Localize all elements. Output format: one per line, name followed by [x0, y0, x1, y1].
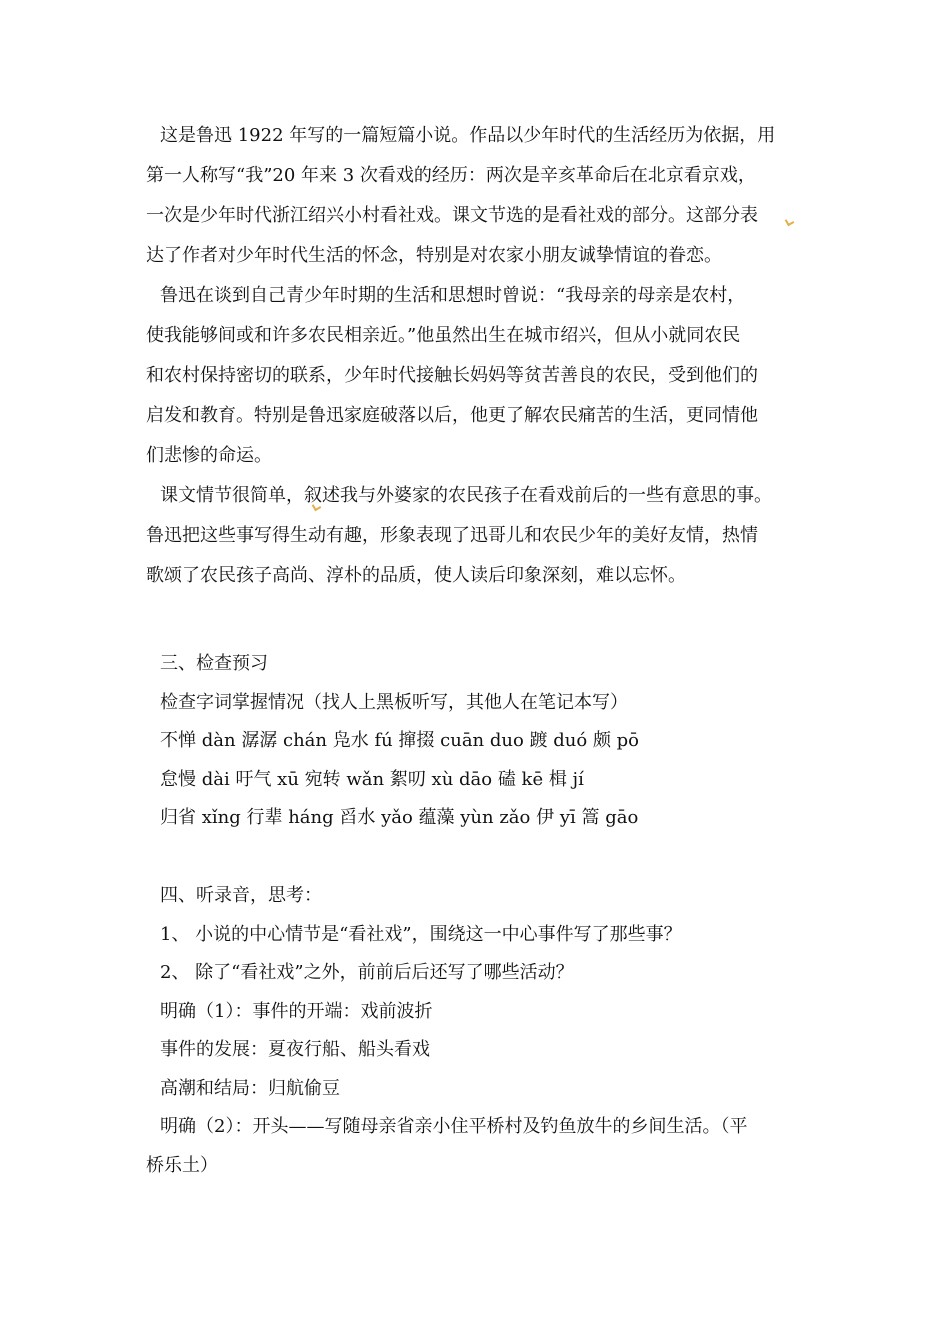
- instruction-line: 检查字词掌握情况（找人上黑板听写，其他人在笔记本写）: [160, 691, 628, 713]
- text-line: 启发和教育。特别是鲁迅家庭破落以后，他更了解农民痛苦的生活，更同情他: [146, 405, 758, 426]
- text-line: 鲁迅在谈到自己青少年时期的生活和思想时曾说：“我母亲的母亲是农村，: [160, 285, 746, 306]
- vocab-line: 归省 xǐng 行辈 háng 舀水 yǎo 蕴藻 yùn zǎo 伊 yī 篙 gāo: [160, 807, 639, 828]
- section-listen-think: [146, 877, 826, 1185]
- intro-paragraph-3: [146, 476, 826, 596]
- intro-paragraph-2: [146, 276, 826, 476]
- answer-line: 桥乐土）: [146, 1154, 218, 1176]
- intro-text: [146, 116, 826, 596]
- question-line: 1、 小说的中心情节是“看社戏”，围绕这一中心事件写了那些事？: [160, 923, 682, 945]
- text-line: 和农村保持密切的联系，少年时代接触长妈妈等贫苦善良的农民，受到他们的: [146, 365, 758, 386]
- vocab-line: 怠慢 dài 吁气 xū 宛转 wǎn 絮叨 xù dāo 磕 kē 楫 jí: [160, 768, 584, 790]
- text-line: 歌颂了农民孩子高尚、淳朴的品质，使人读后印象深刻，难以忘怀。: [146, 565, 686, 586]
- text-line: 第一人称写“我”20 年来 3 次看戏的经历：两次是辛亥革命后在北京看京戏，: [146, 165, 756, 186]
- answer-line: 高潮和结局：归航偷豆: [160, 1077, 340, 1099]
- section-heading: 四、听录音，思考：: [160, 885, 322, 906]
- text-line: 这是鲁迅 1922 年写的一篇短篇小说。作品以少年时代的生活经历为依据，用: [160, 125, 776, 146]
- text-line: 鲁迅把这些事写得生动有趣，形象表现了迅哥儿和农民少年的美好友情，热情: [146, 525, 758, 546]
- text-line: 们悲惨的命运。: [146, 445, 272, 466]
- section-check-preview: [146, 645, 826, 838]
- answer-line: 明确（2）：开头——写随母亲省亲小住平桥村及钓鱼放牛的乡间生活。（平: [160, 1116, 748, 1137]
- vocab-line: 不惮 dàn 潺潺 chán 凫水 fú 撺掇 cuān duo 踱 duó 颇 pō: [160, 730, 640, 751]
- answer-line: 明确（1）：事件的开端：戏前波折: [160, 1000, 433, 1022]
- text-line: 一次是少年时代浙江绍兴小村看社戏。课文节选的是看社戏的部分。这部分表: [146, 205, 758, 226]
- text-line: 使我能够间或和许多农民相亲近。”他虽然出生在城市绍兴，但从小就同农民: [146, 325, 741, 346]
- intro-paragraph-1: [146, 116, 826, 276]
- text-line: 课文情节很简单，叙述我与外婆家的农民孩子在看戏前后的一些有意思的事。: [160, 485, 772, 506]
- section-heading: 三、检查预习: [160, 653, 268, 674]
- question-line: 2、 除了“看社戏”之外，前前后后还写了哪些活动？: [160, 962, 574, 983]
- text-line: 达了作者对少年时代生活的怀念，特别是对农家小朋友诚挚情谊的眷恋。: [146, 245, 722, 266]
- answer-line: 事件的发展：夏夜行船、船头看戏: [160, 1039, 430, 1060]
